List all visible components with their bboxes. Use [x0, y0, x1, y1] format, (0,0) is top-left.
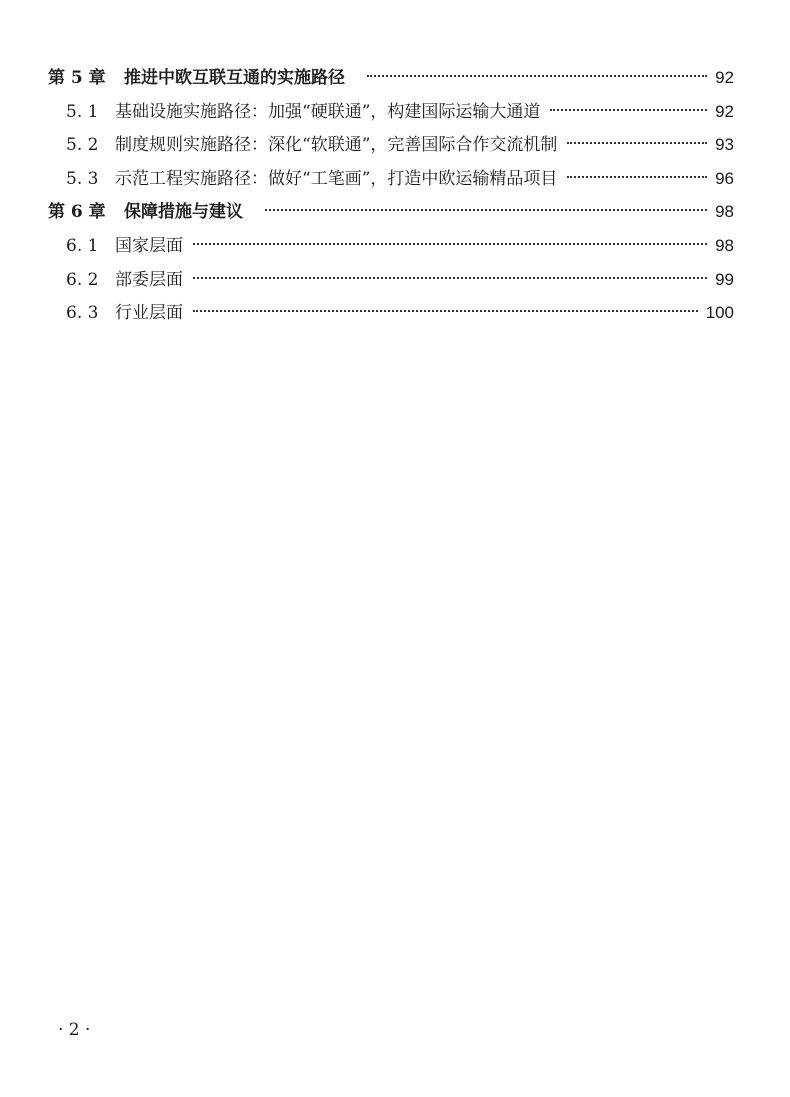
toc-entry-page: 93 — [715, 135, 734, 155]
toc-entry-number: 5. 2 — [66, 135, 99, 156]
toc-entry-title: 部委层面 — [115, 269, 183, 290]
toc-entry-chapter-6[interactable] — [48, 195, 734, 229]
toc-entry-title: 示范工程实施路径：做好“工笔画”，打造中欧运输精品项目 — [115, 168, 558, 189]
toc-entry-section-5-1[interactable] — [48, 95, 734, 129]
toc-entry-title: 保障措施与建议 — [124, 202, 243, 223]
toc-entry-number: 第 5 章 — [48, 68, 106, 88]
toc-entry-page: 96 — [715, 168, 734, 188]
toc-entry-number: 第 6 章 — [48, 202, 106, 223]
dot-leader — [193, 243, 707, 245]
toc-entry-section-6-3[interactable] — [48, 296, 734, 330]
toc-entry-title: 制度规则实施路径：深化“软联通”，完善国际合作交流机制 — [115, 135, 558, 156]
toc-entry-title: 基础设施实施路径：加强“硬联通”，构建国际运输大通道 — [115, 101, 541, 122]
toc-entry-number: 5. 3 — [66, 168, 99, 189]
toc-entry-page: 98 — [715, 202, 734, 222]
toc-entry-section-5-2[interactable] — [48, 128, 734, 162]
toc-entry-page: 92 — [715, 68, 734, 87]
dot-leader — [550, 109, 707, 111]
dot-leader — [367, 75, 707, 77]
dot-leader — [193, 277, 707, 279]
toc-entry-chapter-5[interactable] — [48, 61, 734, 95]
dot-leader — [567, 142, 707, 144]
page-number: · 2 · — [58, 1020, 91, 1040]
toc-entry-number: 5. 1 — [66, 101, 99, 122]
toc-entry-number: 6. 3 — [66, 303, 99, 324]
toc-entry-page: 99 — [715, 269, 734, 289]
dot-leader — [193, 310, 698, 312]
toc-entry-number: 6. 1 — [66, 235, 99, 256]
table-of-contents — [48, 61, 734, 330]
dot-leader — [265, 209, 707, 211]
toc-entry-page: 92 — [715, 101, 734, 121]
toc-entry-section-6-1[interactable] — [48, 229, 734, 263]
toc-entry-section-5-3[interactable] — [48, 162, 734, 196]
toc-entry-title: 国家层面 — [115, 235, 183, 256]
dot-leader — [567, 176, 707, 178]
toc-entry-page: 98 — [715, 235, 734, 255]
toc-entry-number: 6. 2 — [66, 269, 99, 290]
toc-entry-page: 100 — [705, 303, 734, 323]
toc-entry-section-6-2[interactable] — [48, 263, 734, 297]
toc-entry-title: 推进中欧互联互通的实施路径 — [124, 68, 345, 88]
toc-entry-title: 行业层面 — [115, 303, 183, 324]
